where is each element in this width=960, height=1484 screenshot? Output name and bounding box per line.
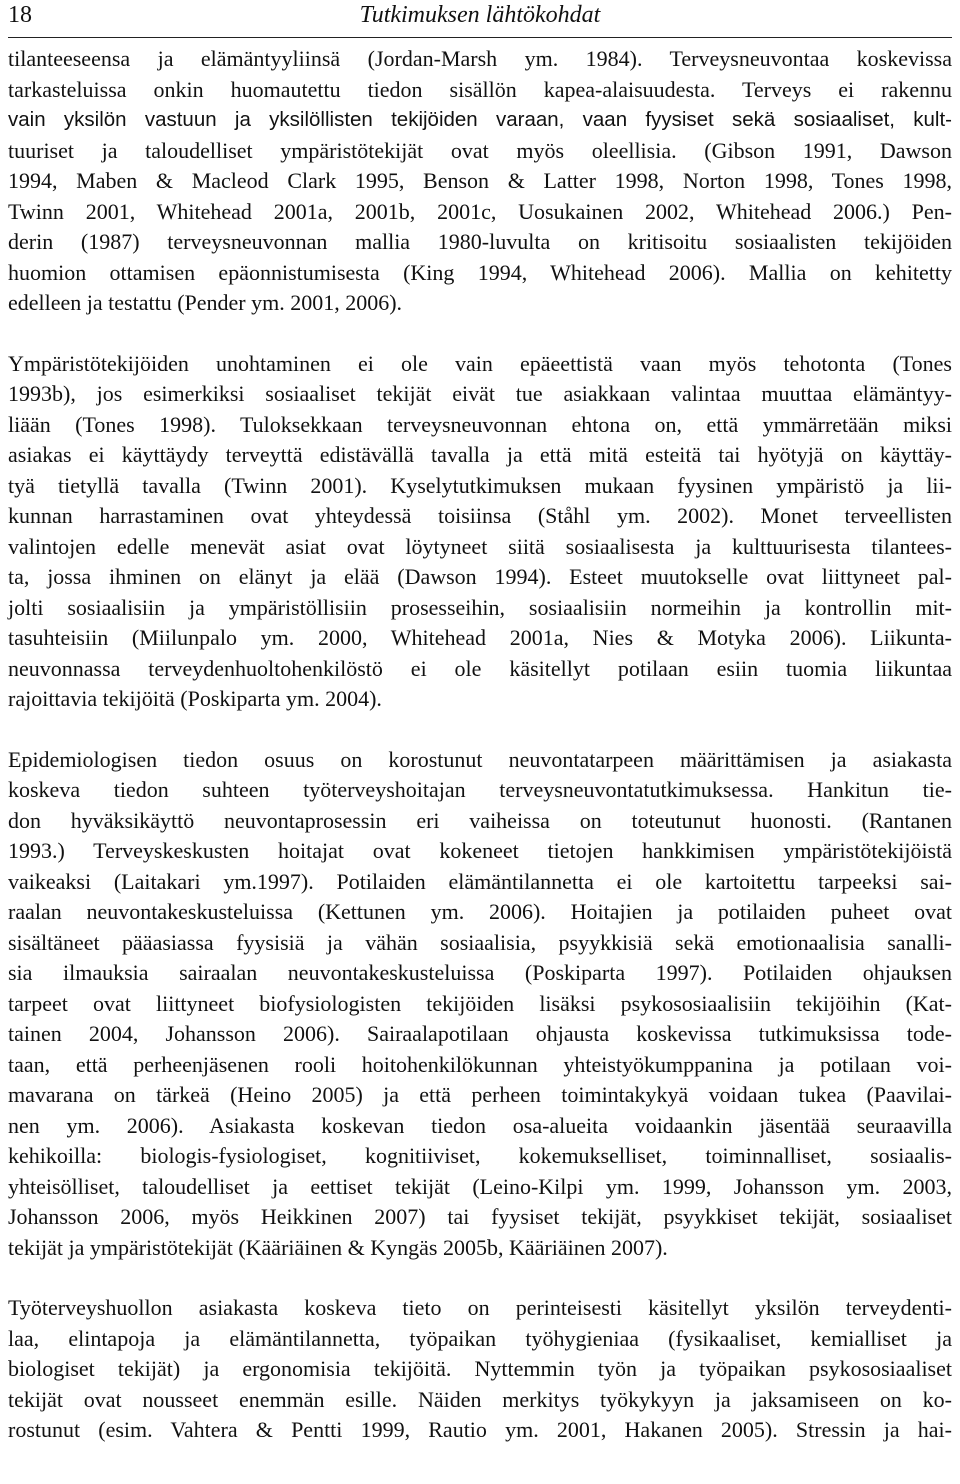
text-line: 1994, Maben & Macleod Clark 1995, Benson & Latter 1998, Norton 1998, Tones 1998,	[8, 168, 952, 193]
text-line: mavarana on tärkeä (Heino 2005) ja että perheen toimintakykyä voidaan tukea (Paavilai-	[8, 1082, 952, 1107]
text-line: jolti sosiaalisiin ja ympäristöllisiin prosesseihin, sosiaalisiin normeihin ja kontrollin mit-	[8, 594, 952, 620]
text-line: tarkasteluissa onkin huomautettu tiedon sisällön kapea-alaisuudesta. Terveys ei rakennu	[8, 76, 952, 102]
text-line: Työterveyshuollon asiakasta koskeva tieto on perinteisesti käsitellyt yksilön terveydenti-	[8, 1295, 952, 1320]
body-text	[8, 44, 952, 1446]
text-line: kunnan harrastaminen ovat yhteydessä toisiinsa (Ståhl ym. 2002). Monet terveellisten	[8, 503, 952, 528]
paragraph-4	[8, 1293, 952, 1446]
paragraph-3	[8, 745, 952, 1264]
text-line: Johansson 2006, myös Heikkinen 2007) tai fyysiset tekijät, psyykkiset tekijät, sosiaaliset	[8, 1204, 952, 1229]
text-line: rostunut (esim. Vahtera & Pentti 1999, Rautio ym. 2001, Hakanen 2005). Stressin ja hai-	[8, 1417, 952, 1442]
text-line: ta, jossa ihminen on elänyt ja elää (Dawson 1994). Esteet muutokselle ovat liittyneet pal-	[8, 564, 952, 589]
text-line: neuvonnassa terveydenhuoltohenkilöstö ei ole käsitellyt potilaan esiin tuomia liikuntaa	[8, 655, 952, 681]
text-line: 1993b), jos esimerkiksi sosiaaliset tekijät eivät tue asiakkaan valintaa muuttaa elämäntyy-	[8, 381, 952, 406]
text-line: rajoittavia tekijöitä (Poskiparta ym. 2004).	[8, 686, 382, 711]
text-line: nen ym. 2006). Asiakasta koskevan tiedon osa-alueita voidaankin jäsentää seuraavilla	[8, 1112, 952, 1138]
text-line: sisältäneet pääasiassa fyysisiä ja vähän sosiaalisia, psyykkisiä sekä emotionaalisia sanalli-	[8, 929, 952, 955]
text-line: Epidemiologisen tiedon osuus on korostunut neuvontatarpeen määrittämisen ja asiakasta	[8, 746, 952, 772]
text-line: tasuhteisiin (Miilunpalo ym. 2000, Whitehead 2001a, Nies & Motyka 2006). Liikunta-	[8, 625, 952, 650]
text-line: vain yksilön vastuun ja yksilöllisten tekijöiden varaan, vaan fyysiset sekä sosiaaliset, kult-	[8, 108, 952, 131]
text-line: Ympäristötekijöiden unohtaminen ei ole vain epäeettistä vaan myös tehotonta (Tones	[8, 350, 952, 376]
running-title: Tutkimuksen lähtökohdat	[359, 2, 601, 28]
text-line: Twinn 2001, Whitehead 2001a, 2001b, 2001c, Uosukainen 2002, Whitehead 2006.) Pen-	[8, 198, 952, 224]
text-line: koskeva tiedon suhteen työterveyshoitajan terveysneuvontatutkimuksessa. Hankitun tie-	[8, 777, 952, 802]
paragraph-2	[8, 349, 952, 715]
text-line: yhteisölliset, taloudelliset ja eettiset tekijät (Leino-Kilpi ym. 1999, Johansson ym. 2003,	[8, 1173, 952, 1199]
text-line: raalan neuvontakeskusteluissa (Kettunen ym. 2006). Hoitajien ja potilaiden puheet ovat	[8, 899, 952, 924]
text-line: tarpeet ovat liittyneet biofysiologisten tekijöiden lisäksi psykososiaalisiin tekijöihin (Kat-	[8, 990, 952, 1016]
text-line: tainen 2004, Johansson 2006). Sairaalapotilaan ohjausta koskevissa tutkimuksissa tode-	[8, 1021, 952, 1046]
text-line: edelleen ja testattu (Pender ym. 2001, 2006).	[8, 290, 403, 315]
text-line: taan, että perheenjäsenen rooli hoitohenkilökunnan yhteistyökumppanina ja potilaan voi-	[8, 1051, 952, 1077]
text-line: 1993.) Terveyskeskusten hoitajat ovat kokeneet tietojen hankkimisen ympäristötekijöistä	[8, 838, 952, 863]
text-line: tilanteeseensa ja elämäntyyliinsä (Jordan-Marsh ym. 1984). Terveysneuvontaa koskevissa	[8, 46, 952, 71]
page-header	[0, 0, 960, 40]
text-line: kehikoilla: biologis-fysiologiset, kognitiiviset, kokemukselliset, toiminnalliset, sosiaalis-	[8, 1143, 952, 1168]
text-line: vaikeaksi (Laitakari ym.1997). Potilaiden elämäntilannetta ei ole kartoitettu tarpeeksi sai-	[8, 868, 952, 894]
text-line: derin (1987) terveysneuvonnan mallia 1980-luvulta on kritisoitu sosiaalisten tekijöiden	[8, 229, 952, 254]
text-line: don hyväksikäyttö neuvontaprosessin eri vaiheissa on toteutunut huonosti. (Rantanen	[8, 807, 952, 833]
header-rule	[8, 37, 952, 38]
text-line: laa, elintapoja ja elämäntilannetta, työpaikan työhygieniaa (fysikaaliset, kemialliset ja	[8, 1325, 952, 1351]
text-line: asiakas ei käyttäydy terveyttä edistävällä tavalla ja että mitä esteitä tai hyötyjä on käyttäy-	[8, 442, 952, 467]
text-line: tyä tietyllä tavalla (Twinn 2001). Kyselytutkimuksen mukaan fyysinen ympäristö ja lii-	[8, 472, 952, 498]
page-number: 18	[8, 2, 32, 28]
text-line: tuuriset ja taloudelliset ympäristötekijät ovat myös oleellisia. (Gibson 1991, Dawson	[8, 137, 952, 163]
text-line: sia ilmauksia sairaalan neuvontakeskusteluissa (Poskiparta 1997). Potilaiden ohjauksen	[8, 960, 952, 985]
text-line: tekijät ja ympäristötekijät (Kääriäinen & Kyngäs 2005b, Kääriäinen 2007).	[8, 1234, 668, 1260]
text-line: tekijät ovat nousseet enemmän esille. Näiden merkitys työkykyyn ja jaksamiseen on ko-	[8, 1386, 952, 1412]
text-line: valintojen edelle menevät asiat ovat löytyneet siitä sosiaalisesta ja kulttuurisesta tilantees-	[8, 533, 952, 559]
text-line: huomion ottamisen epäonnistumisesta (King 1994, Whitehead 2006). Mallia on kehitetty	[8, 259, 952, 285]
text-line: biologiset tekijät) ja ergonomisia tekijöitä. Nyttemmin työn ja työpaikan psykososiaaliset	[8, 1356, 952, 1381]
paragraph-1	[8, 44, 952, 319]
text-line: liään (Tones 1998). Tuloksekkaan terveysneuvonnan ehtona on, että ymmärretään miksi	[8, 411, 952, 437]
